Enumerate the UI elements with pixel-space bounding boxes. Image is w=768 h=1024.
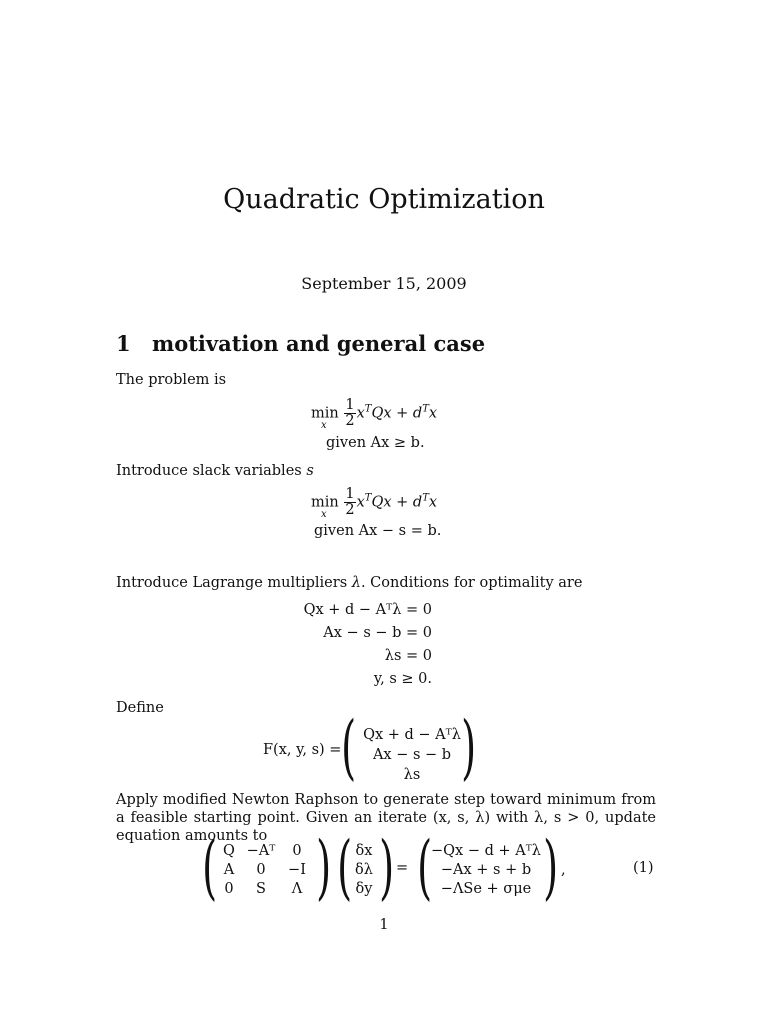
delta-right-paren: ): [379, 826, 395, 908]
J-left-paren: (: [202, 826, 218, 908]
page-number: 1: [379, 917, 389, 933]
left-paren: (: [341, 706, 357, 788]
section-heading: [116, 331, 485, 356]
kkt-stationarity: Qx + d − Aᵀλ = 0: [303, 602, 432, 618]
rhs-right-paren: ): [543, 826, 559, 908]
optimality-conditions: [260, 599, 432, 691]
min-operator: min: [311, 405, 339, 422]
jacobian-matrix: Q −Aᵀ 0 A 0 −I 0 S Λ: [223, 843, 306, 897]
F-vector: Qx + d − Aᵀλ Ax − s − b λs: [363, 727, 461, 783]
section-number: 1: [116, 331, 131, 356]
constraint-2: given Ax − s = b.: [314, 523, 442, 539]
kkt-primal: Ax − s − b = 0: [323, 625, 432, 641]
half-fraction: $\frac{1}{2}$: [345, 397, 355, 429]
problem-intro: The problem is: [116, 372, 227, 388]
delta-left-paren: (: [337, 826, 353, 908]
slack-intro: Introduce slack variables s: [116, 463, 314, 479]
F-lhs: F(x, y, s) =: [263, 742, 342, 758]
constraint-1: given Ax ≥ b.: [326, 435, 425, 451]
equation-number: (1): [633, 860, 654, 876]
define-label: Define: [116, 700, 164, 716]
objective-equation-1: min $\frac{1}{2}$ $x^TQx + d^Tx$ x: [311, 397, 438, 431]
delta-vector: δx δλ δy: [355, 843, 373, 897]
lagrange-intro: Introduce Lagrange multipliers λ. Conditions for optimality are: [116, 575, 583, 591]
paper-title: Quadratic Optimization: [223, 184, 545, 215]
kkt-nonnegativity: y, s ≥ 0.: [373, 671, 432, 687]
rhs-vector: −Qx − d + Aᵀλ −Ax + s + b −ΛSe + σμe: [431, 843, 541, 897]
objective-equation-2: min $\frac{1}{2}$ $x^TQx + d^Tx$ x: [311, 486, 438, 520]
equals-sign: =: [396, 860, 409, 876]
paper-date: September 15, 2009: [301, 274, 467, 293]
equation-comma: ,: [561, 862, 566, 878]
J-right-paren: ): [316, 826, 332, 908]
right-paren: ): [461, 706, 477, 788]
min-subscript: x: [321, 420, 327, 431]
section-title: motivation and general case: [152, 331, 486, 356]
kkt-complementarity: λs = 0: [384, 648, 432, 664]
rhs-left-paren: (: [417, 826, 433, 908]
newton-paragraph: Apply modified Newton Raphson to generate step toward minimum from a feasible starting point. Given an iterate (x, s, λ) with λ, s > 0, update equation amounts to: [116, 792, 656, 844]
